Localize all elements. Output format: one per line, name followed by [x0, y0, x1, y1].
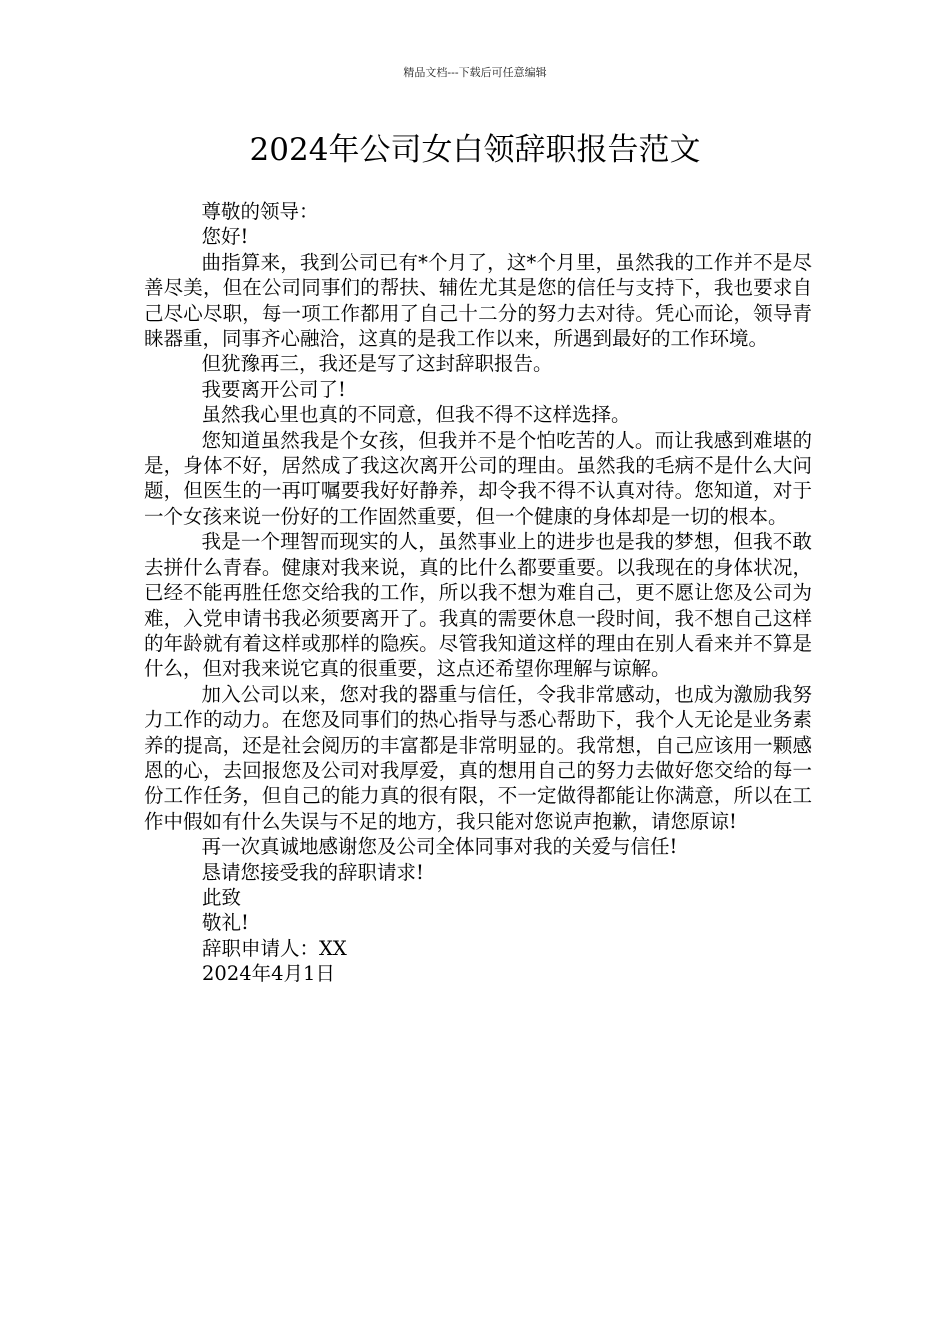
paragraph: 曲指算来，我到公司已有*个月了，这*个月里，虽然我的工作并不是尽善尽美，但在公司同事们的帮扶、辅佐尤其是您的信任与支持下，我也要求自己尽心尽职，每一项工作都用了自己十二分的努力去对待。凭心而论，领导青睐器重，同事齐心融洽，这真的是我工作以来，所遇到最好的工作环境。: [144, 250, 812, 351]
letter-body: [144, 199, 812, 987]
closing-line: 敬礼!: [202, 911, 249, 935]
document-title: 2024年公司女白领辞职报告范文: [249, 132, 701, 168]
signer-line: 辞职申请人：XX: [202, 936, 347, 960]
paragraph: 但犹豫再三，我还是写了这封辞职报告。: [201, 352, 553, 376]
paragraph: 您知道虽然我是个女孩，但我并不是个怕吃苦的人。而让我感到难堪的是，身体不好，居然成了我这次离开公司的理由。虽然我的毛病不是什么大问题，但医生的一再叮嘱要我好好静养，却令我不得不认真对待。您知道，对于一个女孩来说一份好的工作固然重要，但一个健康的身体却是一切的根本。: [144, 428, 812, 528]
paragraph: 恳请您接受我的辞职请求!: [201, 860, 424, 884]
paragraph: 加入公司以来，您对我的器重与信任，令我非常感动，也成为激励我努力工作的动力。在您及同事们的热心指导与悉心帮助下，我个人无论是业务素养的提高，还是社会阅历的丰富都是非常明显的。我常想，自己应该用一颗感恩的心，去回报您及公司对我厚爱，真的想用自己的努力去做好您交给的每一份工作任务，但自己的能力真的很有限，不一定做得都能让你满意，所以在工作中假如有什么失误与不足的地方，我只能对您说声抱歉，请您原谅!: [144, 682, 812, 833]
paragraph: 我要离开公司了!: [201, 377, 346, 401]
header-note: 精品文档---下载后可任意编辑: [403, 66, 547, 79]
date-line: 2024年4月1日: [202, 962, 335, 986]
closing-line: 此致: [202, 885, 242, 909]
greeting: 您好!: [201, 225, 249, 249]
paragraph: 虽然我心里也真的不同意，但我不得不这样选择。: [201, 403, 631, 427]
paragraph: 再一次真诚地感谢您及公司全体同事对我的关爱与信任!: [201, 835, 678, 859]
salutation: 尊敬的领导：: [201, 200, 319, 223]
paragraph: 我是一个理智而现实的人，虽然事业上的进步也是我的梦想，但我不敢去拼什么青春。健康对我来说，真的比什么都要重要。以我现在的身体状况，已经不能再胜任您交给我的工作，所以我不想为难自己，更不愿让您及公司为难，入党申请书我必须要离开了。我真的需要休息一段时间，我不想自己这样的年龄就有着这样或那样的隐疾。尽管我知道这样的理由在别人看来并不算是什么，但对我来说它真的很重要，这点还希望你理解与谅解。: [144, 530, 812, 681]
